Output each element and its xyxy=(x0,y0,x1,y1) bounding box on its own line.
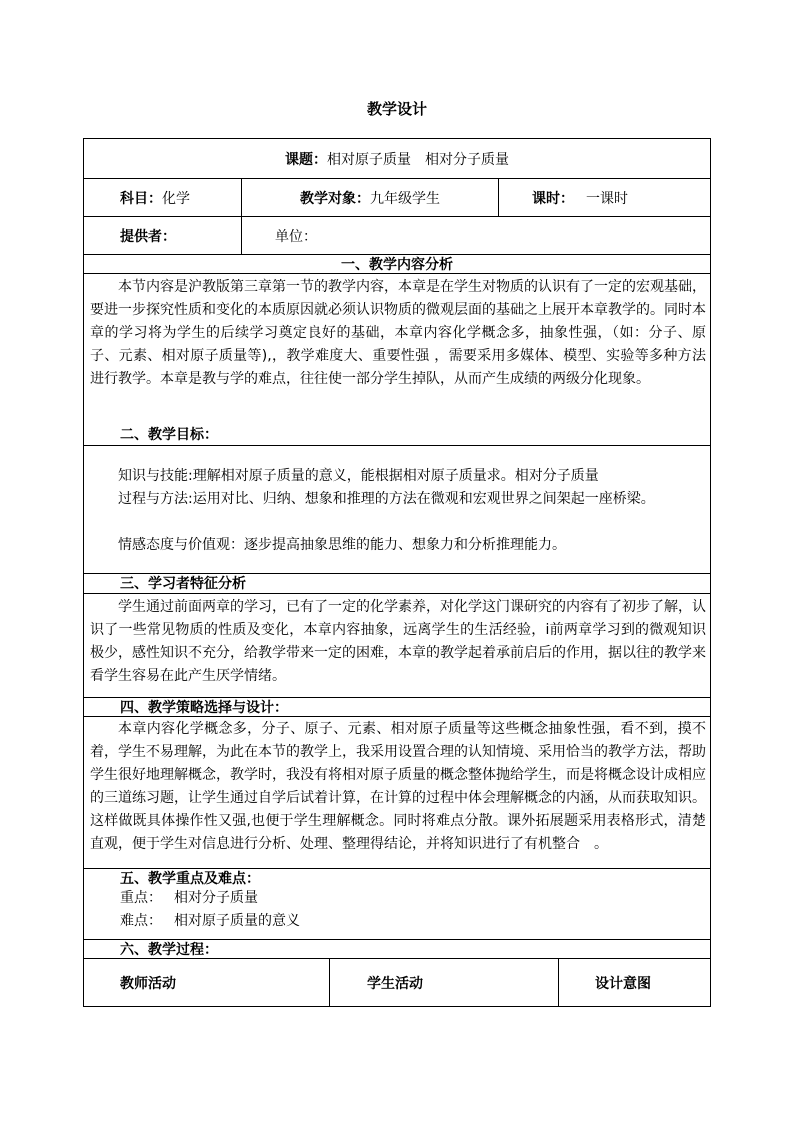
document-title: 教学设计 xyxy=(366,100,427,118)
header-teacher-activity: 教师活动 xyxy=(120,975,176,992)
learner-analysis-text: 学生通过前面两章的学习，已有了一定的化学素养，对化学这门课研究的内容有了初步了解，认识了一些常见物质的性质及变化，本章内容抽象，远离学生的生活经验，i前两章学习到的微观知识极少，感性知识不充分，给教学带来一定的困难，本章的教学起着承前启后的作用，据以往的教学来看学生容易在此产生厌学情绪。 xyxy=(90,599,706,684)
strategy-text: 本章内容化学概念多，分子、原子、元素、相对原子质量等这些概念抽象性强，看不到，摸不着，学生不易理解，为此在本节的教学上，我采用设置合理的认知情境、采用恰当的教学方法，帮助学生很好地理解概念，教学时，我没有将相对原子质量的概念整体抛给学生，而是将概念设计成相应的三道练习题，让学生通过自学后试着计算，在计算的过程中体会理解概念的内涵，从而获取知识。这样做既具体操作性又强,也便于学生理解概念。同时将难点分散。课外拓展题采用表格形式，清楚直观，便于学生对信息进行分析、处理、整理得结论，并将知识进行了有机整合 。 xyxy=(90,721,706,852)
section-content-analysis-body xyxy=(84,273,710,425)
header-design-intent: 设计意图 xyxy=(558,959,710,1006)
period-label: 课时： xyxy=(532,190,574,207)
section-process-title: 六、教学过程： xyxy=(84,939,710,958)
unit-label: 单位： xyxy=(275,228,317,245)
content-analysis-text: 本节内容是沪教版第三章第一节的教学内容，本章是在学生对物质的认识有了一定的宏观基础，要进一步探究性质和变化的本质原因就必须认识物质的微观层面的基础之上展开本章教学的。同时本章的学习将为学生的后续学习奠定良好的基础，本章内容化学概念多，抽象性强，（如：分子、原子、元素、相对原子质量等),，教学难度大、重要性强 ，需要采用多媒体、模型、实验等多种方法进行教学。本章是教与学的难点，往往使一部分学生掉队，从而产生成绩的两级分化现象。 xyxy=(90,279,706,387)
process-table-header-row xyxy=(84,958,710,1006)
audience-value: 九年级学生 xyxy=(370,190,440,207)
period-value: 一课时 xyxy=(586,190,628,207)
objective-knowledge: 知识与技能:理解相对原子质量的意义，能根据相对原子质量求。相对分子质量 xyxy=(118,468,599,484)
section-keypoints-body xyxy=(84,887,710,939)
subject-label: 科目： xyxy=(120,190,162,207)
lesson-plan-table xyxy=(83,138,711,1007)
period-cell xyxy=(498,179,710,216)
header-student-activity: 学生活动 xyxy=(329,959,558,1006)
key-point-label: 重点： xyxy=(120,890,162,906)
subject-value: 化学 xyxy=(162,190,190,207)
key-point-line xyxy=(90,887,706,910)
section-objectives-body xyxy=(84,445,710,573)
objective-process: 过程与方法:运用对比、归纳、想象和推理的方法在微观和宏观世界之间架起一座桥梁。 xyxy=(118,491,655,507)
section-keypoints-title: 五、教学重点及难点： xyxy=(84,868,710,887)
key-point-value: 相对分子质量 xyxy=(174,890,258,906)
topic-value: 相对原子质量 相对分子质量 xyxy=(327,151,509,168)
section-learner-body xyxy=(84,593,710,697)
audience-label: 教学对象： xyxy=(300,190,370,207)
subject-cell xyxy=(84,179,241,216)
difficult-point-line xyxy=(90,910,706,933)
difficult-point-value: 相对原子质量的意义 xyxy=(174,913,300,929)
section-strategy-body xyxy=(84,716,710,868)
objective-attitude: 情感态度与价值观：逐步提高抽象思维的能力、想象力和分析推理能力。 xyxy=(118,537,566,553)
difficult-point-label: 难点： xyxy=(120,913,162,929)
provider-label: 提供者： xyxy=(120,228,176,245)
topic-row xyxy=(84,139,710,178)
audience-cell xyxy=(241,179,498,216)
topic-label: 课题： xyxy=(285,151,327,168)
info-row xyxy=(84,178,710,216)
section-content-analysis-title: 一、教学内容分析 xyxy=(84,254,710,273)
provider-row xyxy=(84,216,710,254)
section-objectives-title: 二、教学目标： xyxy=(120,427,218,443)
section-strategy-title: 四、教学策略选择与设计： xyxy=(84,697,710,716)
section-learner-title: 三、学习者特征分析 xyxy=(84,573,710,593)
